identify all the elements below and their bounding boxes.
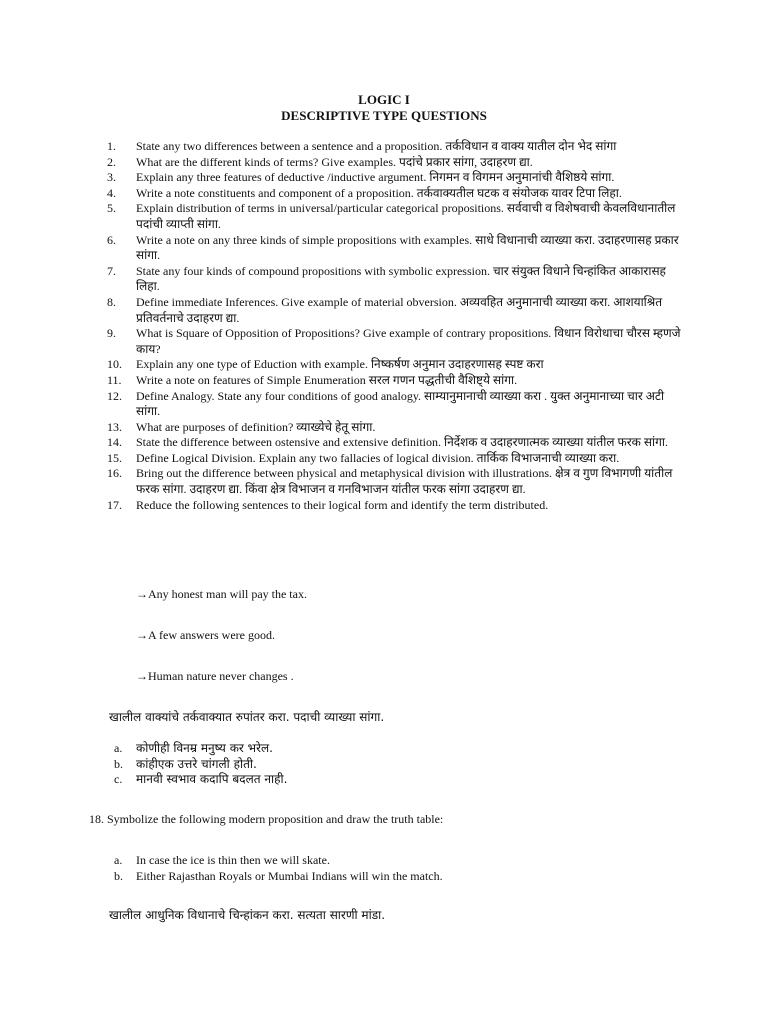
question-text: Explain any three features of deductive /inductive argument. निगमन व विगमन अनुमानांची वैशिष्ठये सांगा.	[136, 170, 615, 185]
question-item	[107, 201, 687, 232]
question-number: 3.	[107, 170, 116, 185]
question-item	[107, 435, 687, 451]
question-number: 14.	[107, 435, 122, 450]
subitem	[114, 741, 287, 757]
question-item	[107, 295, 687, 326]
subitem-text: कोणीही विनम्र मनुष्य कर भरेल.	[136, 741, 273, 755]
question-number: 9.	[107, 326, 116, 341]
subitem-label: c.	[114, 772, 123, 787]
question-18: 18. Symbolize the following modern proposition and draw the truth table:	[89, 812, 444, 826]
question-number: 15.	[107, 450, 122, 465]
question-item	[107, 451, 687, 467]
question-text: State any two differences between a sentence and a proposition. तर्कविधान व वाक्य यातील दोन भेद सांगा	[136, 139, 617, 153]
question-item	[107, 155, 687, 171]
subitem-label: a.	[114, 741, 123, 755]
question-text: Explain any one type of Eduction with example. निष्कर्षण अनुमान उदाहरणासह स्पष्ट करा	[136, 357, 544, 372]
subitem-text: In case the ice is thin then we will skate.	[136, 853, 330, 867]
question-item	[107, 170, 687, 186]
question-text: State the difference between ostensive and extensive definition. निर्देशक व उदाहरणात्मक व्याख्या यांतील फरक सांगा.	[136, 435, 668, 450]
question-number: 16.	[107, 466, 122, 481]
subitem-text: मानवी स्वभाव कदापि बदलत नाही.	[136, 772, 288, 787]
question-text: What is Square of Opposition of Propositions? Give example of contrary propositions. विधान विरोधाचा चौरस म्हणजे काय?	[136, 326, 681, 356]
question-number: 13.	[107, 419, 122, 434]
question-item	[107, 357, 687, 373]
marathi-subitems	[114, 741, 287, 788]
question-number: 10.	[107, 357, 122, 372]
question-item	[107, 264, 687, 295]
example-sentence: →Any honest man will pay the tax.	[136, 587, 307, 601]
question-list	[107, 139, 687, 513]
example-sentence: →Human nature never changes .	[136, 669, 294, 683]
question-text: Define Logical Division. Explain any two fallacies of logical division. तार्किक विभाजनाची व्याख्या करा.	[136, 450, 620, 465]
example-sentence: →A few answers were good.	[136, 628, 275, 642]
question-item	[107, 233, 687, 264]
question-text: State any four kinds of compound propositions with symbolic expression. चार संयुक्त विधाने चिन्हांकित आकारासह लिहा.	[136, 263, 666, 294]
question-text: What are purposes of definition? व्याख्येचे हेतू सांगा.	[136, 419, 376, 434]
document-subtitle: DESCRIPTIVE TYPE QUESTIONS	[281, 108, 487, 123]
question-text: What are the different kinds of terms? Give examples. पदांचे प्रकार सांगा, उदाहरण द्या.	[136, 154, 533, 169]
subitem	[114, 757, 287, 773]
subitem	[114, 772, 287, 788]
question-number: 12.	[107, 388, 122, 403]
question-number: 17.	[107, 497, 122, 512]
question-text: Write a note constituents and component of a proposition. तर्कवाक्यतील घटक व संयोजक यावर टिपा लिहा.	[136, 185, 622, 200]
question-number: 5.	[107, 201, 116, 216]
question-number: 11.	[107, 372, 122, 387]
question-text: Write a note on features of Simple Enumeration सरल गणन पद्धतीची वैशिष्ट्ये सांगा.	[136, 372, 518, 387]
subitem-label: b.	[114, 756, 123, 771]
question-text: Write a note on any three kinds of simple propositions with examples. साधे विधानाची व्याख्या करा. उदाहरणासह प्रकार सांगा.	[136, 232, 679, 263]
subitem-label: a.	[114, 853, 123, 867]
question-text: Define Analogy. State any four conditions of good analogy. साम्यानुमानाची व्याख्या करा . युक्त अनुमानाच्या चार अटी सांगा.	[136, 388, 665, 419]
question-text: Reduce the following sentences to their logical form and identify the term distributed.	[136, 497, 549, 512]
marathi-instruction-18: खालील आधुनिक विधानाचे चिन्हांकन करा. सत्यता सारणी मांडा.	[109, 908, 386, 922]
question-item	[107, 326, 687, 357]
subitem-text: कांहीएक उत्तरे चांगली होती.	[136, 756, 257, 771]
marathi-instruction: खालील वाक्यांचे तर्कवाक्यात रुपांतर करा. पदाची व्याख्या सांगा.	[109, 710, 385, 724]
question-number: 4.	[107, 185, 116, 200]
question-item	[107, 139, 687, 155]
subitem-text: Either Rajasthan Royals or Mumbai Indians will win the match.	[136, 868, 443, 883]
subitem	[114, 853, 443, 869]
question-text: Define immediate Inferences. Give example of material obversion. अव्यवहित अनुमानाची व्याख्या करा. आशयाश्रित प्रतिवर्तनाचे उदाहरण द्या.	[136, 294, 663, 325]
question-item	[107, 186, 687, 202]
question-number: 6.	[107, 232, 116, 247]
question-18-subitems	[114, 853, 443, 884]
question-item	[107, 389, 687, 420]
subitem	[114, 869, 443, 885]
question-item	[107, 373, 687, 389]
question-item	[107, 498, 687, 514]
question-text: Explain distribution of terms in universal/particular categorical propositions. सर्ववाची व विशेषवाची केवलविधानातील पदांची व्याप्ती सांगा.	[136, 201, 676, 231]
question-item	[107, 420, 687, 436]
document-title: LOGIC I	[358, 92, 410, 107]
question-number: 7.	[107, 263, 116, 278]
question-number: 1.	[107, 139, 116, 153]
question-text: Bring out the difference between physical and metaphysical division with illustrations. क्षेत्र व गुण विभागणी यांतील फरक सांगा. उदाहरण द्या. किंवा क्षेत्र विभाजन व गनविभाजन यांतील फरक सांगा उदाहरण द्या.	[136, 466, 673, 497]
question-number: 8.	[107, 294, 116, 309]
question-number: 2.	[107, 154, 116, 169]
subitem-label: b.	[114, 868, 123, 883]
question-item	[107, 466, 687, 497]
